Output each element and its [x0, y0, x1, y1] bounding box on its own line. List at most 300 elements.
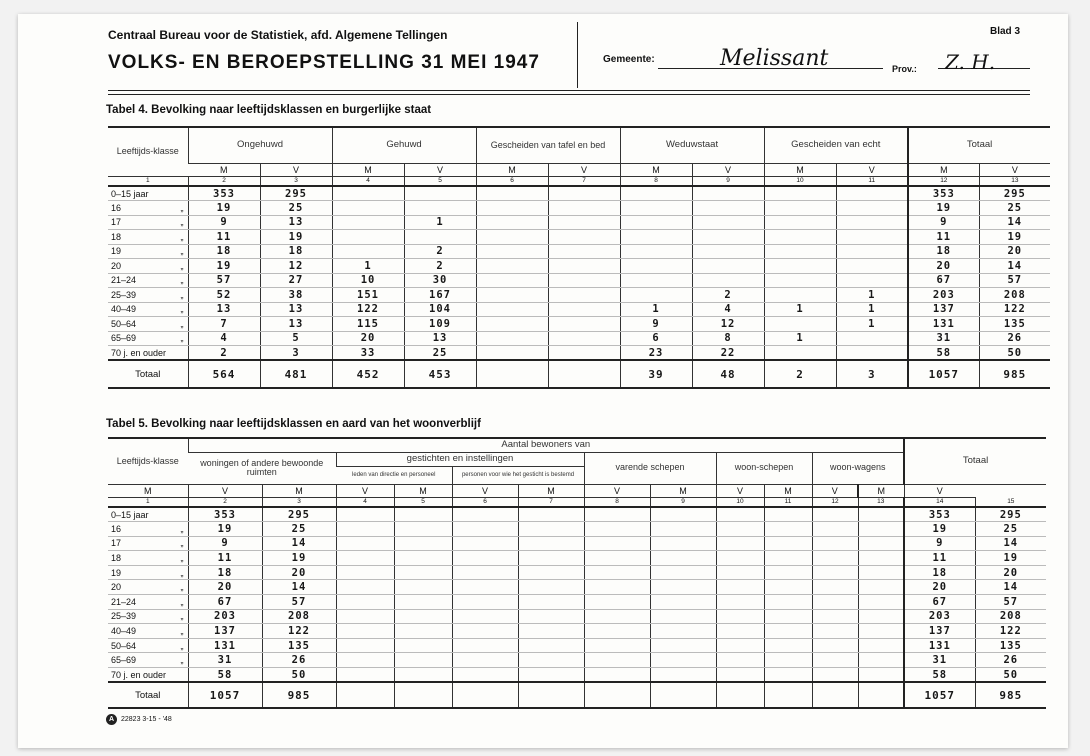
t4-cell	[836, 331, 908, 346]
t4-cell	[692, 215, 764, 230]
t4-age-label: 21–24 „	[108, 273, 188, 288]
t4-cell: 25	[404, 346, 476, 361]
t5-cell-empty	[452, 653, 518, 668]
t5-cell-empty	[716, 522, 764, 537]
t4-cell	[404, 201, 476, 216]
t5-cell-empty	[336, 609, 394, 624]
t5-age-label: 70 j. en ouder	[108, 668, 188, 683]
t4-cell: 131	[908, 317, 979, 332]
t4-cell: 8	[692, 331, 764, 346]
t5-cell-empty	[716, 551, 764, 566]
t4-row	[108, 288, 1050, 303]
t4-total-cell: 1057	[908, 360, 979, 388]
t4-cell	[764, 186, 836, 201]
t4-age-label: 70 j. en ouder	[108, 346, 188, 361]
t4-cell: 203	[908, 288, 979, 303]
t4-cell	[332, 201, 404, 216]
t4-cell	[836, 215, 908, 230]
t4-cell: 2	[404, 244, 476, 259]
t5-cell-empty	[518, 595, 584, 610]
t4-cell	[692, 244, 764, 259]
t5-cell: 353	[904, 507, 975, 522]
t4-sex-0: M	[188, 163, 260, 176]
table4-title: Tabel 4. Bevolking naar leeftijdsklassen en burgerlijke staat	[106, 104, 432, 116]
t4-cell: 22	[692, 346, 764, 361]
t4-cell: 57	[188, 273, 260, 288]
t5-cell-empty	[394, 522, 452, 537]
t4-total-cell: 452	[332, 360, 404, 388]
t4-cell: 1	[836, 288, 908, 303]
t5-cell-empty	[812, 507, 858, 522]
gemeente-value: Melissant	[720, 46, 829, 71]
t4-row	[108, 186, 1050, 201]
t5-cell: 20	[262, 565, 336, 580]
t5-cell-empty	[764, 668, 812, 683]
t4-cell: 122	[979, 302, 1050, 317]
t5-cell-empty	[858, 536, 904, 551]
t4-cell: 13	[404, 331, 476, 346]
t5-cell-empty	[858, 624, 904, 639]
t5-colnum-10: 11	[764, 497, 812, 507]
t4-total-cell	[548, 360, 620, 388]
t5-colnum-1: 2	[188, 497, 262, 507]
t5-cell-empty	[764, 580, 812, 595]
t5-sex-6: M	[518, 484, 584, 497]
t4-cell: 23	[620, 346, 692, 361]
t5-cell-empty	[584, 522, 650, 537]
t5-cell: 137	[188, 624, 262, 639]
t5-cell: 20	[904, 580, 975, 595]
t5-sex-13: V	[904, 484, 975, 497]
t4-group-gescheiden-tafel: Gescheiden van tafel en bed	[476, 127, 620, 163]
t4-cell	[548, 230, 620, 245]
t4-row	[108, 302, 1050, 317]
t5-group-gestichten: gestichten en instellingen	[336, 452, 584, 466]
bureau-heading: Centraal Bureau voor de Statistiek, afd. Algemene Tellingen	[108, 28, 448, 42]
t4-row	[108, 201, 1050, 216]
t4-cell	[764, 346, 836, 361]
t4-cell	[548, 331, 620, 346]
t5-total-empty	[716, 682, 764, 708]
t4-cell: 38	[260, 288, 332, 303]
t4-cell	[692, 259, 764, 274]
t4-cell: 19	[188, 201, 260, 216]
t5-cell-empty	[452, 609, 518, 624]
t4-sex-5: V	[548, 163, 620, 176]
t5-cell-empty	[394, 551, 452, 566]
t5-cell-empty	[716, 565, 764, 580]
t5-total-empty	[584, 682, 650, 708]
t5-cell: 137	[904, 624, 975, 639]
t4-cell: 6	[620, 331, 692, 346]
t5-cell-empty	[518, 507, 584, 522]
t4-total-cell: 481	[260, 360, 332, 388]
t5-cell-empty	[764, 638, 812, 653]
printer-logo-icon: A	[106, 714, 117, 725]
t5-cell-empty	[336, 551, 394, 566]
t5-cell-empty	[650, 653, 716, 668]
t5-cell-empty	[394, 507, 452, 522]
t4-colnum-10: 11	[836, 176, 908, 186]
t5-cell-empty	[518, 565, 584, 580]
t4-total-cell: 453	[404, 360, 476, 388]
t4-cell: 295	[979, 186, 1050, 201]
t5-cell-empty	[764, 522, 812, 537]
t4-cell: 13	[260, 302, 332, 317]
t5-cell-empty	[394, 565, 452, 580]
t5-cell-empty	[716, 595, 764, 610]
ditto-marks: „	[180, 275, 184, 286]
t4-age-label: 16 „	[108, 201, 188, 216]
t4-cell: 14	[979, 259, 1050, 274]
t5-cell: 11	[188, 551, 262, 566]
t5-cell-empty	[858, 522, 904, 537]
t4-cell: 20	[979, 244, 1050, 259]
t4-group-gescheiden-echt: Gescheiden van echt	[764, 127, 908, 163]
t5-cell-empty	[584, 565, 650, 580]
t4-cell	[764, 259, 836, 274]
t4-cell	[476, 259, 548, 274]
t5-cell-empty	[518, 653, 584, 668]
t5-cell-empty	[764, 609, 812, 624]
t4-row	[108, 273, 1050, 288]
t5-cell-empty	[858, 507, 904, 522]
t5-cell-empty	[518, 536, 584, 551]
t5-total-cell: 985	[262, 682, 336, 708]
t5-age-label: 16 „	[108, 522, 188, 537]
t4-cell	[620, 201, 692, 216]
t5-group-varende: varende schepen	[584, 452, 716, 484]
t5-cell: 18	[188, 565, 262, 580]
t5-total-empty	[650, 682, 716, 708]
t4-sex-1: V	[260, 163, 332, 176]
t5-cell-empty	[452, 668, 518, 683]
t5-cell: 295	[262, 507, 336, 522]
t5-cell-empty	[452, 522, 518, 537]
t5-cell-empty	[764, 551, 812, 566]
t4-cell	[476, 273, 548, 288]
t4-cell: 115	[332, 317, 404, 332]
t5-cell-empty	[518, 522, 584, 537]
t4-cell	[836, 273, 908, 288]
t5-cell-empty	[452, 624, 518, 639]
t5-colnum-2: 3	[262, 497, 336, 507]
ditto-marks: „	[180, 626, 184, 637]
t4-cell: 12	[260, 259, 332, 274]
t5-cell-empty	[336, 638, 394, 653]
t4-cell: 137	[908, 302, 979, 317]
t4-cell: 13	[260, 215, 332, 230]
ditto-marks: „	[180, 202, 184, 213]
t4-cell	[692, 201, 764, 216]
t5-cell-empty	[518, 668, 584, 683]
t5-cell-empty	[452, 507, 518, 522]
t5-cell-empty	[394, 624, 452, 639]
t4-cell: 58	[908, 346, 979, 361]
t4-cell: 30	[404, 273, 476, 288]
t5-cell-empty	[650, 551, 716, 566]
form-title: VOLKS- EN BEROEPSTELLING 31 MEI 1947	[108, 52, 540, 73]
t4-cell	[476, 215, 548, 230]
t4-age-label: 19 „	[108, 244, 188, 259]
t4-cell: 20	[332, 331, 404, 346]
t5-cell-empty	[584, 624, 650, 639]
t5-cell: 20	[188, 580, 262, 595]
t5-cell-empty	[650, 595, 716, 610]
t5-cell-empty	[764, 595, 812, 610]
t5-cell-empty	[394, 536, 452, 551]
t4-row	[108, 215, 1050, 230]
t5-cell-empty	[336, 653, 394, 668]
t5-cell-empty	[858, 638, 904, 653]
ditto-marks: „	[180, 640, 184, 651]
t5-cell: 25	[975, 522, 1046, 537]
t4-cell: 208	[979, 288, 1050, 303]
t5-cell-empty	[764, 507, 812, 522]
t5-cell-empty	[858, 609, 904, 624]
t5-cell-empty	[584, 536, 650, 551]
t4-cell: 25	[260, 201, 332, 216]
t5-age-label: 18 „	[108, 551, 188, 566]
t4-cell: 18	[908, 244, 979, 259]
t5-cell: 19	[904, 522, 975, 537]
t5-cell-empty	[650, 624, 716, 639]
header-rule-2	[108, 94, 1030, 95]
t5-cell-empty	[812, 565, 858, 580]
t4-cell	[476, 201, 548, 216]
t5-group-totaal: Totaal	[904, 438, 1046, 484]
t4-colnum-4: 5	[404, 176, 476, 186]
t4-cell	[404, 186, 476, 201]
t5-cell: 9	[904, 536, 975, 551]
t4-cell: 353	[908, 186, 979, 201]
t4-age-label: 65–69 „	[108, 331, 188, 346]
t5-row	[108, 565, 1046, 580]
t5-colnum-12: 13	[858, 497, 904, 507]
t4-cell: 13	[260, 317, 332, 332]
t4-colnum-7: 8	[620, 176, 692, 186]
t5-cell-empty	[452, 536, 518, 551]
t4-cell: 18	[260, 244, 332, 259]
t5-cell: 50	[262, 668, 336, 683]
ditto-marks: „	[180, 582, 184, 593]
t4-cell: 1	[764, 331, 836, 346]
t4-cell: 109	[404, 317, 476, 332]
t4-cell: 13	[188, 302, 260, 317]
t4-cell	[332, 244, 404, 259]
t5-colnum-8: 9	[650, 497, 716, 507]
header-rule	[108, 90, 1030, 91]
t4-cell	[404, 230, 476, 245]
t5-age-label: 19 „	[108, 565, 188, 580]
t5-cell: 31	[188, 653, 262, 668]
t4-cell	[620, 288, 692, 303]
t4-age-label: 18 „	[108, 230, 188, 245]
t5-cell-empty	[584, 638, 650, 653]
t5-cell: 14	[975, 580, 1046, 595]
t5-cell: 135	[975, 638, 1046, 653]
prov-label: Prov.:	[892, 64, 917, 74]
t4-sex-3: V	[404, 163, 476, 176]
t5-cell-empty	[650, 565, 716, 580]
t4-cell	[764, 244, 836, 259]
t4-colnum-9: 10	[764, 176, 836, 186]
t5-cell-empty	[452, 580, 518, 595]
t4-cell	[548, 288, 620, 303]
table5	[108, 437, 1046, 709]
t4-cell	[620, 215, 692, 230]
t5-age-label: 17 „	[108, 536, 188, 551]
ditto-marks: „	[180, 246, 184, 257]
t5-row	[108, 507, 1046, 522]
t4-cell	[476, 288, 548, 303]
t5-cell: 208	[262, 609, 336, 624]
t4-row	[108, 317, 1050, 332]
t4-colnum-12: 13	[979, 176, 1050, 186]
t5-cell-empty	[394, 638, 452, 653]
t5-cell: 31	[904, 653, 975, 668]
print-footer	[106, 714, 172, 725]
t4-row	[108, 230, 1050, 245]
t5-cell: 57	[975, 595, 1046, 610]
t4-cell: 57	[979, 273, 1050, 288]
t4-cell	[836, 346, 908, 361]
t5-cell: 14	[975, 536, 1046, 551]
t4-cell: 19	[188, 259, 260, 274]
t5-total-label: Totaal	[108, 682, 188, 708]
t4-cell	[764, 288, 836, 303]
t5-cell: 19	[188, 522, 262, 537]
t4-age-label: 25–39 „	[108, 288, 188, 303]
t4-cell: 67	[908, 273, 979, 288]
t4-cell: 295	[260, 186, 332, 201]
t5-total-empty	[394, 682, 452, 708]
t5-cell: 67	[188, 595, 262, 610]
t5-cell-empty	[518, 551, 584, 566]
t5-age-label: 65–69 „	[108, 653, 188, 668]
t4-cell: 19	[979, 230, 1050, 245]
t5-cell-empty	[336, 536, 394, 551]
t4-cell	[548, 259, 620, 274]
t4-cell: 1	[764, 302, 836, 317]
t4-cell: 5	[260, 331, 332, 346]
t4-total-cell: 2	[764, 360, 836, 388]
t4-cell	[548, 186, 620, 201]
t5-cell: 203	[188, 609, 262, 624]
t4-cell	[620, 186, 692, 201]
t4-cell	[548, 244, 620, 259]
t4-cell	[620, 244, 692, 259]
t4-cell: 9	[908, 215, 979, 230]
t4-cell: 104	[404, 302, 476, 317]
t4-cell	[836, 230, 908, 245]
t5-cell: 67	[904, 595, 975, 610]
t4-row	[108, 259, 1050, 274]
t5-cell-empty	[394, 668, 452, 683]
t4-cell	[548, 317, 620, 332]
t5-colnum-9: 10	[716, 497, 764, 507]
t5-cell: 25	[262, 522, 336, 537]
t4-group-totaal: Totaal	[908, 127, 1050, 163]
t4-cell: 167	[404, 288, 476, 303]
t4-cell: 2	[188, 346, 260, 361]
t4-cell	[836, 186, 908, 201]
t5-cell: 208	[975, 609, 1046, 624]
t5-cell: 58	[188, 668, 262, 683]
t4-cell	[548, 201, 620, 216]
t5-cell-empty	[764, 653, 812, 668]
t5-colnum-0: 1	[108, 497, 188, 507]
t5-age-label: 50–64 „	[108, 638, 188, 653]
t5-cell-empty	[716, 638, 764, 653]
t4-cell	[620, 259, 692, 274]
t5-total-empty	[764, 682, 812, 708]
t5-cell-empty	[858, 668, 904, 683]
t5-cell: 18	[904, 565, 975, 580]
t4-cell	[548, 302, 620, 317]
t4-cell: 19	[908, 201, 979, 216]
t5-sex-0: M	[108, 484, 188, 497]
t5-cell-empty	[812, 609, 858, 624]
t5-sex-3: V	[336, 484, 394, 497]
t4-cell	[332, 230, 404, 245]
t5-cell-empty	[764, 565, 812, 580]
t5-row	[108, 653, 1046, 668]
t4-cell	[620, 273, 692, 288]
t5-cell-empty	[716, 668, 764, 683]
t5-total-empty	[812, 682, 858, 708]
t4-cell	[548, 273, 620, 288]
t5-cell: 295	[975, 507, 1046, 522]
t5-cell-empty	[812, 536, 858, 551]
t4-cell	[764, 201, 836, 216]
t5-colnum-14: 15	[975, 497, 1046, 507]
t4-group-ongehuwd: Ongehuwd	[188, 127, 332, 163]
t4-sex-11: V	[979, 163, 1050, 176]
t5-total-cell: 985	[975, 682, 1046, 708]
t4-sex-7: V	[692, 163, 764, 176]
t4-cell	[476, 302, 548, 317]
t5-cell-empty	[716, 624, 764, 639]
t5-cell-empty	[812, 551, 858, 566]
t4-cell: 2	[692, 288, 764, 303]
t5-total-empty	[336, 682, 394, 708]
t4-cell: 353	[188, 186, 260, 201]
t5-sex-8: M	[650, 484, 716, 497]
t5-cell: 14	[262, 580, 336, 595]
t5-row	[108, 536, 1046, 551]
t5-cell-empty	[394, 595, 452, 610]
t4-total-cell: 564	[188, 360, 260, 388]
t4-colnum-8: 9	[692, 176, 764, 186]
t5-cell-empty	[858, 580, 904, 595]
t5-colnum-11: 12	[812, 497, 858, 507]
t4-group-gehuwd: Gehuwd	[332, 127, 476, 163]
t5-super-header: Aantal bewoners van	[188, 438, 904, 452]
t5-cell-empty	[452, 551, 518, 566]
t4-age-label: 50–64 „	[108, 317, 188, 332]
t4-cell	[476, 230, 548, 245]
t5-cell: 11	[904, 551, 975, 566]
t4-sex-6: M	[620, 163, 692, 176]
t4-group-weduwstaat: Weduwstaat	[620, 127, 764, 163]
t5-row	[108, 522, 1046, 537]
t4-cell: 26	[979, 331, 1050, 346]
sheet-number: Blad 3	[990, 26, 1021, 37]
t5-age-label: 40–49 „	[108, 624, 188, 639]
t4-cell: 25	[979, 201, 1050, 216]
t4-cell	[836, 201, 908, 216]
